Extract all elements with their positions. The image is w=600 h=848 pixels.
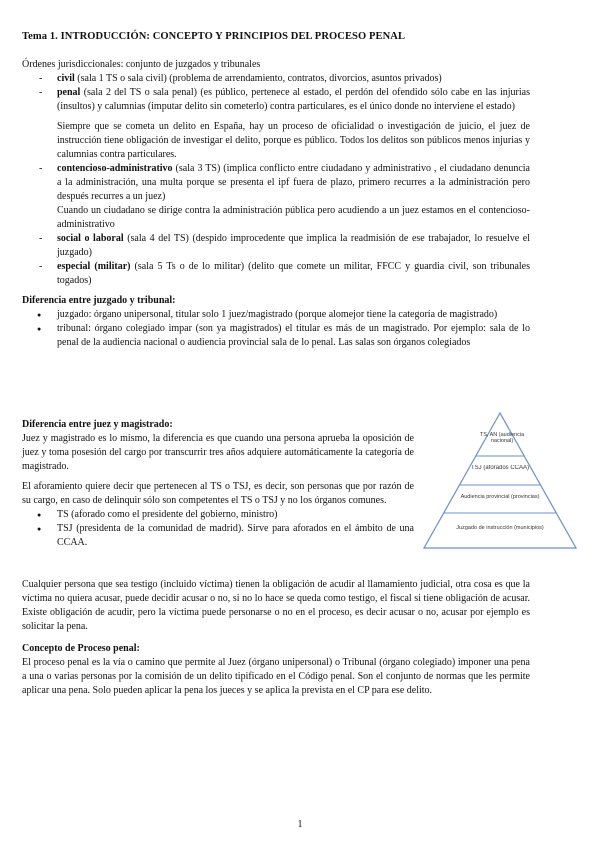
document-title: Tema 1. INTRODUCCIÓN: CONCEPTO Y PRINCIPIOS DEL PROCESO PENAL [22, 31, 406, 42]
penal-note: Siempre que se cometa un delito en España, hay un proceso de oficialidad o investigación de juicio, el juez de instrucción tiene obligación de investigar el delito, porque es público. Todos los delitos son públicos menos injurias y calumnias contra particulares. [57, 121, 530, 160]
page-number: 1 [297, 819, 303, 830]
ordenes-list-3 [22, 232, 530, 288]
juez-magistrado-heading: Diferencia entre juez y magistrado: [22, 419, 173, 430]
list-item: ● tribunal: órgano colegiado impar (son ya magistrados) el titular es más de un magistrado. Por ejemplo: sala de lo penal de la audiencia nacional o audiencia provincial sala de lo penal. Las salas son órganos colegiados [22, 322, 530, 350]
concepto-heading: Concepto de Proceso penal: [22, 643, 140, 654]
list-item: ● TSJ (presidenta de la comunidad de madrid). Sirve para aforados en el ámbito de una CCAA. [22, 522, 414, 550]
concepto-paragraph: El proceso penal es la vía o camino que permite al Juez (órgano unipersonal) o Tribunal (órgano colegiado) imponer una pena a una o varias personas por la comisión de un delito tipificado en el Código penal. Son el conjunto de normas que les permite aplicar una pena. Solo pueden aplicar la pena los jueces y se aplica la prevista en el CP para ese delito. [22, 657, 530, 696]
list-item: - contencioso-administrativo (sala 3 TS) (implica conflicto entre ciudadano y administrativo , el ciudadano denuncia a la administración, una multa porque se presenta el ipf fuera de plazo, primero recurres a la administración pero después recurres a un juez) [22, 162, 530, 204]
testigo-section [22, 578, 530, 698]
pyramid-level-4: Juzgado de instrucción (municipios) [456, 525, 544, 531]
testigo-paragraph: Cualquier persona que sea testigo (incluido víctima) tienen la obligación de acudir al llamamiento judicial, otra cosa es que la víctima no quiera acusar, puede decidir acusar o no, si no lo hace se queda como testigo, el fiscal si tiene obligación de acusar. Existe obligación de acudir, pero la víctima puede personarse o no en el proceso, es decir acusar o no, acusar por ejemplo es solicitar la pena. [22, 579, 530, 632]
ordenes-list-2 [22, 162, 530, 204]
pyramid-level-1: TS, AN (audiencia nacional) [479, 432, 525, 444]
contencioso-note: Cuando un ciudadano se dirige contra la administración pública pero acudiendo a un juez estamos en el contencioso-administrativo [57, 205, 530, 230]
list-item: - especial (militar) (sala 5 Ts o de lo militar) (delito que comete un militar, FFCC y guardia civil, son tribunales togados) [22, 260, 530, 288]
list-item: - penal (sala 2 del TS o sala penal) (es público, pertenece al estado, el perdón del ofendido sólo cabe en las injurias (insultos) y calumnias (imputar delito sin cometerlo) contra particulares, es el único donde no interviene el estado) [22, 86, 530, 114]
pyramid-level-2: TSJ (aforados CCAA) [470, 465, 530, 471]
list-item: - civil (sala 1 TS o sala civil) (problema de arrendamiento, contratos, divorcios, asuntos privados) [22, 72, 530, 86]
list-item: ● juzgado: órgano unipersonal, titular solo 1 juez/magistrado (porque alomejor tiene la categoría de magistrado) [22, 308, 530, 322]
court-pyramid-diagram [420, 410, 580, 552]
list-item: - social o laboral (sala 4 del TS) (despido improcedente que implica la readmisión de ese trabajador, lo resuelve el juzgado) [22, 232, 530, 260]
juzgado-tribunal-heading: Diferencia entre juzgado y tribunal: [22, 295, 176, 306]
aforamiento-paragraph: El aforamiento quiere decir que pertenecen al TS o TSJ, es decir, son personas que por razón de su cargo, en caso de delinquir sólo son competentes el TS o TSJ y no los órganos comunes. [22, 481, 414, 506]
juez-magistrado-p1: Juez y magistrado es lo mismo, la diferencia es que cuando una persona aprueba la oposición de juez y toma posesión del cargo por transcurrir tres años adquiere automáticamente la categoría de magistrado. [22, 433, 414, 472]
list-item: ● TS (aforado como el presidente del gobierno, ministro) [22, 508, 414, 522]
ordenes-heading: Órdenes jurisdiccionales: conjunto de juzgados y tribunales [22, 59, 261, 70]
ordenes-section [22, 58, 530, 350]
ordenes-list [22, 72, 530, 114]
pyramid-level-3: Audiencia provincial (provincias) [460, 494, 540, 500]
juez-magistrado-section [22, 418, 414, 550]
juzgado-tribunal-list [22, 308, 530, 350]
aforados-list [22, 508, 414, 550]
